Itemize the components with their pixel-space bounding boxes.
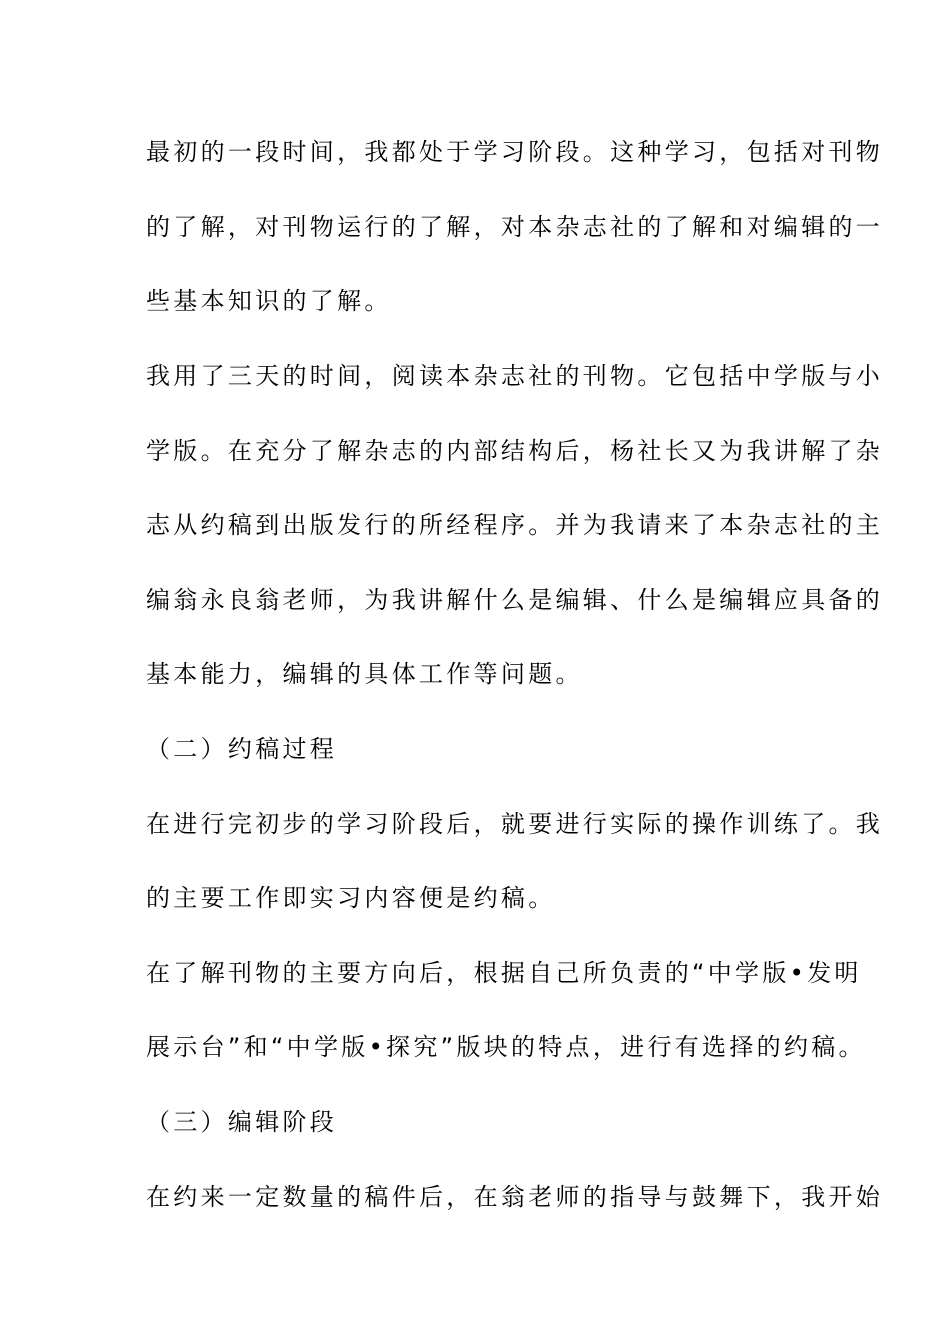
paragraph-line: 在约来一定数量的稿件后，在翁老师的指导与鼓舞下，我开始 xyxy=(146,1183,884,1211)
paragraph-line: 在了解刊物的主要方向后，根据自己所负责的“中学版•发明 xyxy=(146,959,862,987)
paragraph-line: 编翁永良翁老师，为我讲解什么是编辑、什么是编辑应具备的 xyxy=(146,586,884,614)
paragraph-line: 展示台”和“中学版•探究”版块的特点，进行有选择的约稿。 xyxy=(146,1033,866,1061)
paragraph-line: 在进行完初步的学习阶段后，就要进行实际的操作训练了。我 xyxy=(146,810,884,838)
paragraph-line: 的了解，对刊物运行的了解，对本杂志社的了解和对编辑的一 xyxy=(146,213,884,241)
paragraph-line: 基本能力，编辑的具体工作等问题。 xyxy=(146,660,583,688)
paragraph-line: 志从约稿到出版发行的所经程序。并为我请来了本杂志社的主 xyxy=(146,511,884,539)
paragraph-line: 些基本知识的了解。 xyxy=(146,287,392,315)
paragraph-line: 的主要工作即实习内容便是约稿。 xyxy=(146,884,556,912)
paragraph-line: 最初的一段时间，我都处于学习阶段。这种学习，包括对刊物 xyxy=(146,138,884,166)
paragraph-line: 学版。在充分了解杂志的内部结构后，杨社长又为我讲解了杂 xyxy=(146,437,884,465)
paragraph-line: 我用了三天的时间，阅读本杂志社的刊物。它包括中学版与小 xyxy=(146,362,884,390)
section-heading: （二）约稿过程 xyxy=(146,735,338,763)
section-heading: （三）编辑阶段 xyxy=(146,1108,338,1136)
